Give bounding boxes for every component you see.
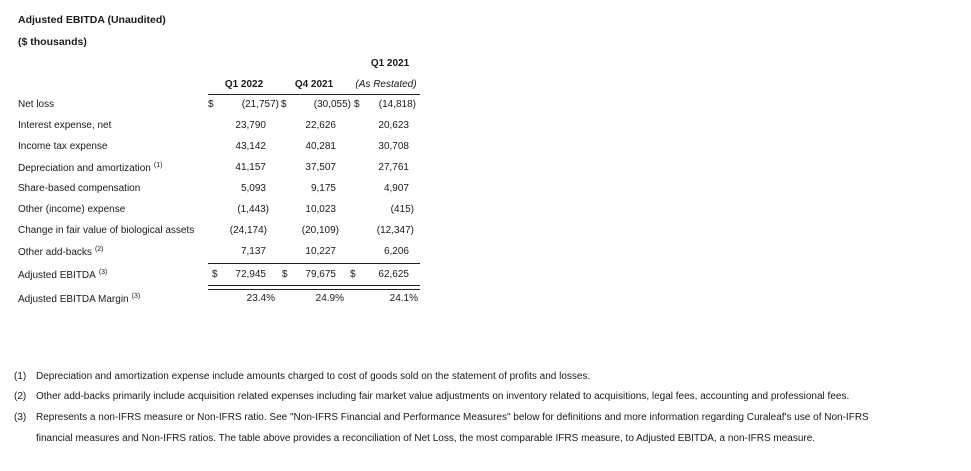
row-label: Income tax expense xyxy=(18,141,108,152)
col-header-q1-2021: Q1 2021 xyxy=(370,58,410,69)
cell-q1-2022: 23.4% xyxy=(246,293,275,304)
cell-q4-2021: 79,675 xyxy=(305,269,336,280)
table-subtitle: ($ thousands) xyxy=(18,36,87,48)
footnote-number: (1) xyxy=(14,371,27,382)
cell-q4-2021: 10,023 xyxy=(305,204,336,215)
row-label: Share-based compensation xyxy=(18,183,141,194)
currency-symbol: $ xyxy=(208,99,214,110)
table-row-other-addbacks xyxy=(0,242,971,263)
cell-q1-2021: (12,347) xyxy=(376,225,414,236)
cell-q1-2022: 72,945 xyxy=(235,269,266,280)
cell-q1-2022: (21,757) xyxy=(241,99,279,110)
row-label: Adjusted EBITDA $^{(3)}$ xyxy=(18,269,108,281)
currency-symbol: $ xyxy=(282,269,288,280)
cell-q1-2021: 4,907 xyxy=(383,183,409,194)
cell-q4-2021: 10,227 xyxy=(305,246,336,257)
footnote-ref: (1) xyxy=(153,162,163,169)
cell-q1-2022: 5,093 xyxy=(240,183,266,194)
table-row-ebitda-margin xyxy=(0,289,971,310)
table-row-depreciation xyxy=(0,158,971,179)
cell-q1-2022: 7,137 xyxy=(240,246,266,257)
cell-q1-2021: 27,761 xyxy=(378,162,409,173)
currency-symbol: $ xyxy=(350,269,356,280)
currency-symbol: $ xyxy=(354,99,360,110)
footnote-ref: (2) xyxy=(94,246,104,253)
footnote-text: Represents a non-IFRS measure or Non-IFRS ratio. See "Non-IFRS Financial and Performance Measures" below for definitions and more information regarding Curaleaf's use of Non-IFRS xyxy=(36,412,869,423)
cell-q1-2021: 6,206 xyxy=(383,246,409,257)
cell-q4-2021: (20,109) xyxy=(301,225,339,236)
col-header-q1-2022: Q1 2022 xyxy=(224,79,264,90)
cell-q1-2022: (24,174) xyxy=(229,225,267,236)
row-label: Net loss xyxy=(18,99,55,110)
table-row-adjusted-ebitda xyxy=(0,265,971,286)
footnote-text: Depreciation and amortization expense include amounts charged to cost of goods sold on the statement of profits and losses. xyxy=(36,371,591,382)
row-label: Change in fair value of biological assets xyxy=(18,225,195,236)
subtotal-underline xyxy=(208,263,420,264)
cell-q1-2021: 24.1% xyxy=(389,293,418,304)
table-row-net-loss xyxy=(0,95,971,116)
footnote-text: Other add-backs primarily include acquisition related expenses including fair market value adjustments on inventory related to acquisitions, legal fees, accounting and professional fees. xyxy=(36,391,850,402)
table-title: Adjusted EBITDA (Unaudited) xyxy=(18,14,166,26)
cell-q1-2021: 30,708 xyxy=(378,141,409,152)
currency-symbol: $ xyxy=(212,269,218,280)
col-header-q1-2021-restated: (As Restated) xyxy=(355,79,417,90)
footnote-ref: (3) xyxy=(98,269,108,276)
cell-q1-2021: 20,623 xyxy=(378,120,409,131)
currency-symbol: $ xyxy=(281,99,287,110)
cell-q1-2021: (415) xyxy=(390,204,414,215)
footnote-number: (2) xyxy=(14,391,27,402)
footnote-ref: (3) xyxy=(131,293,141,300)
footnote-number: (3) xyxy=(14,412,27,423)
cell-q4-2021: 9,175 xyxy=(310,183,336,194)
cell-q1-2022: 43,142 xyxy=(235,141,266,152)
row-label: Interest expense, net xyxy=(18,120,112,131)
cell-q4-2021: 24.9% xyxy=(315,293,344,304)
cell-q1-2021: (14,818) xyxy=(378,99,416,110)
row-label: Other add-backs $^{(2)}$ xyxy=(18,246,104,258)
cell-q1-2022: 41,157 xyxy=(235,162,266,173)
table-row-biological-assets xyxy=(0,221,971,242)
cell-q4-2021: (30,055) xyxy=(313,99,351,110)
cell-q1-2021: 62,625 xyxy=(378,269,409,280)
table-row-share-based-comp xyxy=(0,179,971,200)
cell-q4-2021: 22,626 xyxy=(305,120,336,131)
table-row-other-income xyxy=(0,200,971,221)
row-label: Other (income) expense xyxy=(18,204,126,215)
footnote-text: financial measures and Non-IFRS ratios. The table above provides a reconciliation of Net Loss, the most comparable IFRS measure, to Adjusted EBITDA, a non-IFRS measure. xyxy=(36,433,816,444)
row-label: Adjusted EBITDA Margin $^{(3)}$ xyxy=(18,293,141,305)
cell-q4-2021: 40,281 xyxy=(305,141,336,152)
col-header-q4-2021: Q4 2021 xyxy=(294,79,334,90)
row-label: Depreciation and amortization $^{(1)}$ xyxy=(18,162,163,174)
cell-q1-2022: 23,790 xyxy=(235,120,266,131)
table-row-income-tax xyxy=(0,137,971,158)
table-row-interest-expense xyxy=(0,116,971,137)
cell-q4-2021: 37,507 xyxy=(305,162,336,173)
cell-q1-2022: (1,443) xyxy=(237,204,269,215)
